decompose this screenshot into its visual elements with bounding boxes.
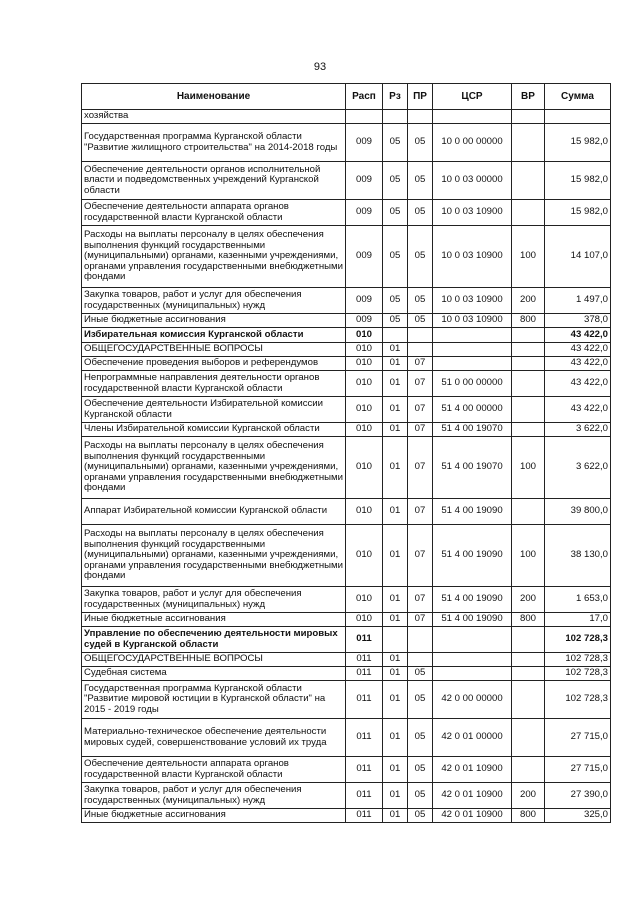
cell-name: Закупка товаров, работ и услуг для обеспечения государственных (муниципальных) нужд <box>82 587 346 613</box>
cell-rasp: 010 <box>346 371 383 397</box>
table-row <box>82 667 611 681</box>
table-row <box>82 226 611 288</box>
cell-sum <box>545 110 611 124</box>
cell-sum: 378,0 <box>545 314 611 328</box>
cell-pr: 05 <box>408 783 433 809</box>
cell-rasp: 011 <box>346 681 383 719</box>
cell-vr: 100 <box>512 226 545 288</box>
cell-csr: 51 4 00 19090 <box>433 499 512 525</box>
cell-csr: 51 0 00 00000 <box>433 371 512 397</box>
cell-pr: 07 <box>408 437 433 499</box>
cell-vr <box>512 681 545 719</box>
cell-rasp: 011 <box>346 627 383 653</box>
cell-rasp: 010 <box>346 397 383 423</box>
cell-csr: 42 0 01 10900 <box>433 757 512 783</box>
cell-vr <box>512 423 545 437</box>
header-name: Наименование <box>82 84 346 110</box>
cell-vr: 200 <box>512 587 545 613</box>
cell-sum: 3 622,0 <box>545 423 611 437</box>
header-rasp: Расп <box>346 84 383 110</box>
header-rz: Рз <box>383 84 408 110</box>
cell-rasp: 010 <box>346 525 383 587</box>
table-row <box>82 587 611 613</box>
table-row <box>82 371 611 397</box>
cell-rz: 05 <box>383 162 408 200</box>
cell-pr: 07 <box>408 371 433 397</box>
cell-pr: 07 <box>408 357 433 371</box>
cell-rz: 01 <box>383 437 408 499</box>
cell-vr <box>512 757 545 783</box>
cell-rz: 01 <box>383 587 408 613</box>
cell-csr <box>433 110 512 124</box>
cell-sum: 38 130,0 <box>545 525 611 587</box>
cell-pr: 05 <box>408 809 433 823</box>
cell-rz: 01 <box>383 783 408 809</box>
cell-csr <box>433 627 512 653</box>
cell-rz: 01 <box>383 719 408 757</box>
cell-name: Члены Избирательной комиссии Курганской области <box>82 423 346 437</box>
cell-sum: 43 422,0 <box>545 371 611 397</box>
cell-pr: 05 <box>408 162 433 200</box>
header-sum: Сумма <box>545 84 611 110</box>
cell-rasp: 011 <box>346 653 383 667</box>
cell-rz: 05 <box>383 226 408 288</box>
cell-pr: 07 <box>408 499 433 525</box>
header-vr: ВР <box>512 84 545 110</box>
cell-name: хозяйства <box>82 110 346 124</box>
cell-rasp: 010 <box>346 328 383 343</box>
header-csr: ЦСР <box>433 84 512 110</box>
cell-csr: 10 0 03 10900 <box>433 226 512 288</box>
cell-rz: 01 <box>383 525 408 587</box>
cell-vr: 200 <box>512 783 545 809</box>
cell-rz: 01 <box>383 613 408 627</box>
cell-pr: 05 <box>408 719 433 757</box>
cell-vr <box>512 110 545 124</box>
cell-csr: 51 4 00 19090 <box>433 587 512 613</box>
cell-rz: 01 <box>383 653 408 667</box>
cell-rasp: 009 <box>346 288 383 314</box>
table-row <box>82 627 611 653</box>
cell-rasp: 011 <box>346 809 383 823</box>
cell-sum: 43 422,0 <box>545 343 611 357</box>
cell-sum: 43 422,0 <box>545 357 611 371</box>
cell-vr <box>512 371 545 397</box>
table-row <box>82 200 611 226</box>
cell-csr <box>433 343 512 357</box>
cell-pr: 05 <box>408 124 433 162</box>
cell-csr <box>433 667 512 681</box>
cell-pr: 07 <box>408 423 433 437</box>
cell-name: ОБЩЕГОСУДАРСТВЕННЫЕ ВОПРОСЫ <box>82 653 346 667</box>
table-row <box>82 525 611 587</box>
cell-rasp: 010 <box>346 423 383 437</box>
cell-rasp: 010 <box>346 357 383 371</box>
cell-rasp: 009 <box>346 200 383 226</box>
table-row <box>82 110 611 124</box>
cell-rasp: 011 <box>346 757 383 783</box>
cell-pr: 07 <box>408 613 433 627</box>
cell-vr <box>512 200 545 226</box>
cell-csr <box>433 328 512 343</box>
table-row <box>82 757 611 783</box>
cell-name: Материально-техническое обеспечение деятельности мировых судей, совершенствование условий их труда <box>82 719 346 757</box>
cell-sum: 17,0 <box>545 613 611 627</box>
cell-pr <box>408 328 433 343</box>
cell-vr <box>512 162 545 200</box>
cell-pr: 05 <box>408 757 433 783</box>
table-row <box>82 288 611 314</box>
cell-name: Государственная программа Курганской области "Развитие мировой юстиции в Курганской области" на 2015 - 2019 годы <box>82 681 346 719</box>
budget-table <box>81 83 611 823</box>
cell-vr: 800 <box>512 809 545 823</box>
cell-rz: 01 <box>383 357 408 371</box>
page-number: 93 <box>313 61 327 73</box>
cell-pr: 07 <box>408 525 433 587</box>
cell-sum: 3 622,0 <box>545 437 611 499</box>
cell-csr: 51 4 00 19070 <box>433 423 512 437</box>
cell-rasp: 010 <box>346 343 383 357</box>
table-row <box>82 783 611 809</box>
cell-rasp: 009 <box>346 226 383 288</box>
table-row <box>82 809 611 823</box>
table-row <box>82 437 611 499</box>
cell-rz: 01 <box>383 423 408 437</box>
cell-csr: 10 0 03 10900 <box>433 288 512 314</box>
cell-vr: 100 <box>512 437 545 499</box>
cell-vr <box>512 397 545 423</box>
table-header-row <box>82 84 611 110</box>
cell-rasp: 011 <box>346 783 383 809</box>
cell-vr <box>512 328 545 343</box>
cell-pr: 05 <box>408 288 433 314</box>
cell-sum: 43 422,0 <box>545 328 611 343</box>
cell-vr: 200 <box>512 288 545 314</box>
cell-csr <box>433 653 512 667</box>
cell-rasp: 011 <box>346 667 383 681</box>
cell-rasp <box>346 110 383 124</box>
cell-vr: 100 <box>512 525 545 587</box>
cell-rasp: 010 <box>346 437 383 499</box>
header-pr: ПР <box>408 84 433 110</box>
cell-name: Избирательная комиссия Курганской области <box>82 328 346 343</box>
cell-csr: 42 0 01 10900 <box>433 809 512 823</box>
table-row <box>82 719 611 757</box>
cell-pr: 07 <box>408 397 433 423</box>
table-body <box>82 110 611 823</box>
cell-rz: 01 <box>383 681 408 719</box>
cell-csr: 42 0 00 00000 <box>433 681 512 719</box>
cell-csr: 10 0 00 00000 <box>433 124 512 162</box>
cell-name: ОБЩЕГОСУДАРСТВЕННЫЕ ВОПРОСЫ <box>82 343 346 357</box>
cell-rasp: 011 <box>346 719 383 757</box>
cell-pr: 07 <box>408 587 433 613</box>
cell-csr <box>433 357 512 371</box>
cell-name: Закупка товаров, работ и услуг для обеспечения государственных (муниципальных) нужд <box>82 288 346 314</box>
cell-name: Иные бюджетные ассигнования <box>82 314 346 328</box>
cell-rz: 01 <box>383 397 408 423</box>
cell-vr <box>512 719 545 757</box>
cell-sum: 39 800,0 <box>545 499 611 525</box>
cell-name: Расходы на выплаты персоналу в целях обеспечения выполнения функций государственными (муниципальными) органами, казенными учреждениями, органами управления государственными внебюджетными фондами <box>82 226 346 288</box>
cell-vr <box>512 627 545 653</box>
cell-rasp: 009 <box>346 162 383 200</box>
table-row <box>82 397 611 423</box>
cell-rz: 01 <box>383 343 408 357</box>
cell-name: Обеспечение деятельности аппарата органов государственной власти Курганской области <box>82 200 346 226</box>
cell-name: Иные бюджетные ассигнования <box>82 809 346 823</box>
cell-vr <box>512 357 545 371</box>
cell-pr: 05 <box>408 314 433 328</box>
cell-csr: 42 0 01 00000 <box>433 719 512 757</box>
cell-rz <box>383 328 408 343</box>
cell-rz: 01 <box>383 809 408 823</box>
table-row <box>82 681 611 719</box>
cell-csr: 51 4 00 19070 <box>433 437 512 499</box>
cell-pr <box>408 653 433 667</box>
cell-sum: 43 422,0 <box>545 397 611 423</box>
table-row <box>82 343 611 357</box>
table-row <box>82 162 611 200</box>
cell-rz: 01 <box>383 499 408 525</box>
cell-sum: 1 497,0 <box>545 288 611 314</box>
cell-name: Расходы на выплаты персоналу в целях обеспечения выполнения функций государственными (муниципальными) органами, казенными учреждениями, органами управления государственными внебюджетными фондами <box>82 525 346 587</box>
cell-rasp: 009 <box>346 314 383 328</box>
cell-sum: 15 982,0 <box>545 162 611 200</box>
cell-csr: 51 4 00 00000 <box>433 397 512 423</box>
cell-sum: 14 107,0 <box>545 226 611 288</box>
cell-name: Непрограммные направления деятельности органов государственной власти Курганской области <box>82 371 346 397</box>
cell-csr: 10 0 03 00000 <box>433 162 512 200</box>
cell-vr <box>512 343 545 357</box>
cell-rasp: 010 <box>346 499 383 525</box>
cell-csr: 42 0 01 10900 <box>433 783 512 809</box>
cell-sum: 15 982,0 <box>545 200 611 226</box>
cell-rasp: 009 <box>346 124 383 162</box>
cell-name: Закупка товаров, работ и услуг для обеспечения государственных (муниципальных) нужд <box>82 783 346 809</box>
cell-sum: 102 728,3 <box>545 653 611 667</box>
cell-pr: 05 <box>408 681 433 719</box>
table-row <box>82 124 611 162</box>
cell-rz: 05 <box>383 288 408 314</box>
cell-sum: 325,0 <box>545 809 611 823</box>
cell-sum: 27 715,0 <box>545 719 611 757</box>
table-row <box>82 499 611 525</box>
cell-vr <box>512 653 545 667</box>
cell-rz: 05 <box>383 200 408 226</box>
cell-name: Обеспечение деятельности Избирательной комиссии Курганской области <box>82 397 346 423</box>
cell-name: Государственная программа Курганской области "Развитие жилищного строительства" на 2014-2018 годы <box>82 124 346 162</box>
cell-sum: 15 982,0 <box>545 124 611 162</box>
cell-rz <box>383 110 408 124</box>
cell-rz: 01 <box>383 667 408 681</box>
cell-name: Аппарат Избирательной комиссии Курганской области <box>82 499 346 525</box>
cell-vr: 800 <box>512 314 545 328</box>
cell-sum: 102 728,3 <box>545 681 611 719</box>
cell-name: Судебная система <box>82 667 346 681</box>
cell-rz: 05 <box>383 124 408 162</box>
cell-rz <box>383 627 408 653</box>
table-row <box>82 653 611 667</box>
table-row <box>82 314 611 328</box>
cell-pr: 05 <box>408 226 433 288</box>
cell-vr <box>512 499 545 525</box>
table-row <box>82 357 611 371</box>
cell-sum: 102 728,3 <box>545 667 611 681</box>
cell-pr: 05 <box>408 200 433 226</box>
cell-csr: 51 4 00 19090 <box>433 613 512 627</box>
cell-name: Обеспечение проведения выборов и референдумов <box>82 357 346 371</box>
cell-sum: 102 728,3 <box>545 627 611 653</box>
cell-csr: 10 0 03 10900 <box>433 314 512 328</box>
cell-pr <box>408 110 433 124</box>
cell-pr <box>408 343 433 357</box>
cell-name: Иные бюджетные ассигнования <box>82 613 346 627</box>
cell-sum: 27 715,0 <box>545 757 611 783</box>
cell-rasp: 010 <box>346 587 383 613</box>
cell-csr: 51 4 00 19090 <box>433 525 512 587</box>
cell-sum: 27 390,0 <box>545 783 611 809</box>
cell-rz: 01 <box>383 371 408 397</box>
cell-name: Обеспечение деятельности аппарата органов государственной власти Курганской области <box>82 757 346 783</box>
table-row <box>82 328 611 343</box>
cell-rz: 05 <box>383 314 408 328</box>
cell-vr <box>512 667 545 681</box>
cell-rasp: 010 <box>346 613 383 627</box>
table-row <box>82 613 611 627</box>
cell-name: Обеспечение деятельности органов исполнительной власти и подведомственных учреждений Курганской области <box>82 162 346 200</box>
table-row <box>82 423 611 437</box>
cell-vr: 800 <box>512 613 545 627</box>
cell-rz: 01 <box>383 757 408 783</box>
cell-sum: 1 653,0 <box>545 587 611 613</box>
cell-name: Расходы на выплаты персоналу в целях обеспечения выполнения функций государственными (муниципальными) органами, казенными учреждениями, органами управления государственными внебюджетными фондами <box>82 437 346 499</box>
cell-pr: 05 <box>408 667 433 681</box>
cell-vr <box>512 124 545 162</box>
cell-name: Управление по обеспечению деятельности мировых судей в Курганской области <box>82 627 346 653</box>
cell-pr <box>408 627 433 653</box>
cell-csr: 10 0 03 10900 <box>433 200 512 226</box>
